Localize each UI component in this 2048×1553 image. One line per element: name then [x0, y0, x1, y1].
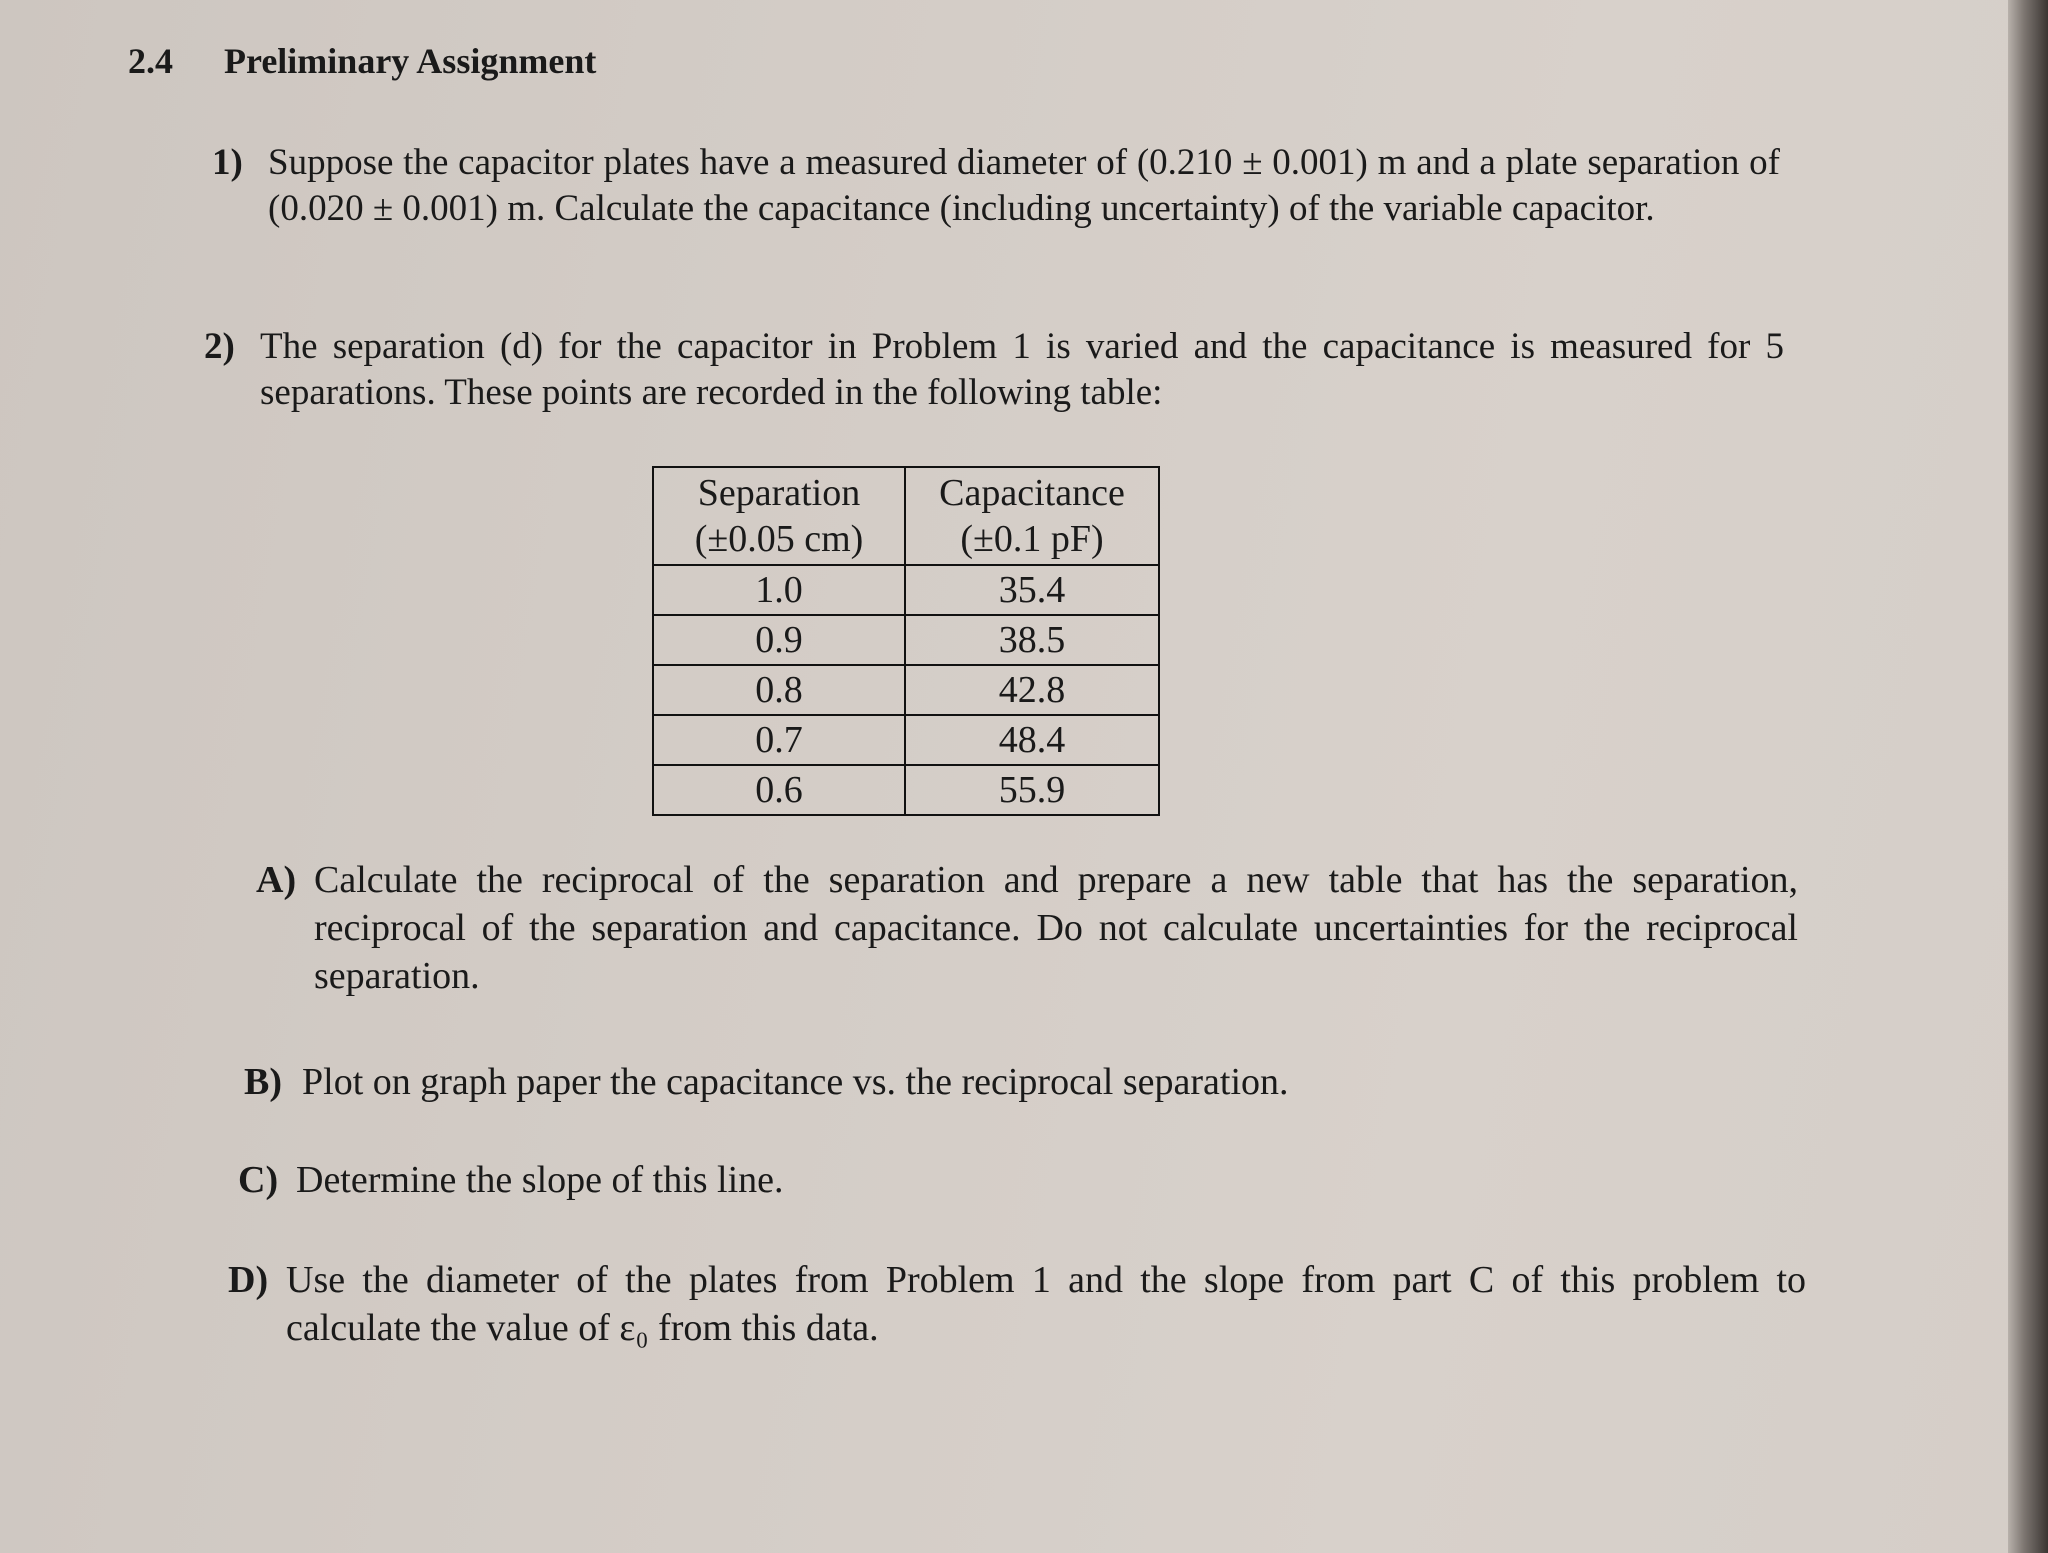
separation-cell: 1.0	[653, 565, 905, 615]
part-a	[256, 856, 1798, 1000]
capacitance-cell: 38.5	[905, 615, 1159, 665]
table-header-row	[653, 467, 1159, 565]
table-row	[653, 565, 1159, 615]
table-row	[653, 765, 1159, 815]
table-row	[653, 665, 1159, 715]
part-b-text: Plot on graph paper the capacitance vs. the reciprocal separation.	[302, 1061, 1289, 1103]
capacitance-cell: 48.4	[905, 715, 1159, 765]
problem-1-marker: 1)	[212, 142, 243, 183]
problem-2-text: The separation (d) for the capacitor in Problem 1 is varied and the capacitance is measured for 5 separations. These points are recorded in the following table:	[260, 326, 1784, 413]
header-separation-label: Separation	[697, 472, 861, 514]
header-capacitance	[905, 467, 1159, 565]
part-b	[244, 1058, 1802, 1106]
section-number: 2.4	[128, 41, 173, 81]
part-c-text: Determine the slope of this line.	[296, 1159, 784, 1201]
section-title: Preliminary Assignment	[224, 41, 597, 81]
table-row	[653, 615, 1159, 665]
problem-1-text: Suppose the capacitor plates have a measured diameter of (0.210 ± 0.001) m and a plate separation of (0.020 ± 0.001) m. Calculate the capacitance (including uncertainty) of the variable capacitor.	[268, 142, 1780, 229]
part-a-marker: A)	[256, 859, 297, 901]
part-c	[238, 1156, 1796, 1204]
problem-1	[212, 140, 1780, 232]
part-a-text: Calculate the reciprocal of the separation and prepare a new table that has the separation, reciprocal of the separation and capacitance. Do not calculate uncertainties for the reciprocal separation.	[314, 859, 1798, 997]
problem-2-marker: 2)	[204, 326, 235, 367]
page-edge	[2008, 0, 2048, 1553]
capacitance-cell: 55.9	[905, 765, 1159, 815]
separation-cell: 0.7	[653, 715, 905, 765]
capacitance-cell: 42.8	[905, 665, 1159, 715]
header-capacitance-unit: (±0.1 pF)	[960, 518, 1104, 560]
section-heading	[128, 40, 596, 82]
header-capacitance-label: Capacitance	[939, 472, 1125, 514]
problem-2	[204, 324, 1784, 416]
data-table	[652, 466, 1160, 816]
part-d-marker: D)	[228, 1259, 269, 1301]
table-row	[653, 715, 1159, 765]
capacitance-cell: 35.4	[905, 565, 1159, 615]
part-c-marker: C)	[238, 1159, 279, 1201]
part-d-text: Use the diameter of the plates from Problem 1 and the slope from part C of this problem to calculate the value of ε₀ from this data.	[286, 1259, 1806, 1349]
header-separation-unit: (±0.05 cm)	[694, 518, 864, 560]
separation-cell: 0.6	[653, 765, 905, 815]
separation-cell: 0.8	[653, 665, 905, 715]
part-b-marker: B)	[244, 1061, 282, 1103]
part-d	[228, 1256, 1806, 1352]
separation-cell: 0.9	[653, 615, 905, 665]
header-separation	[653, 467, 905, 565]
